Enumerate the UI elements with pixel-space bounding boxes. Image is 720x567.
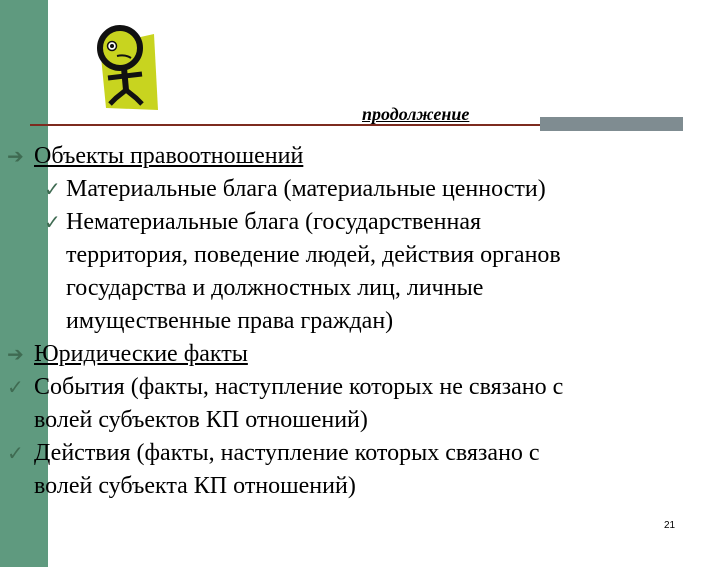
arrow-bullet-icon: ➔ bbox=[7, 144, 24, 168]
bullet-item bbox=[0, 206, 700, 338]
bullet-text-continuation: государства и должностных лиц, личные bbox=[66, 275, 484, 301]
bullet-item bbox=[0, 173, 700, 206]
bullet-item bbox=[0, 140, 700, 173]
arrow-bullet-icon: ➔ bbox=[7, 342, 24, 366]
checkmark-bullet-icon: ✓ bbox=[44, 210, 61, 234]
bullet-item bbox=[0, 338, 700, 371]
checkmark-bullet-icon: ✓ bbox=[44, 177, 61, 201]
checkmark-bullet-icon: ✓ bbox=[7, 375, 24, 399]
bullet-item bbox=[0, 371, 700, 437]
bullet-text-continuation: территория, поведение людей, действия органов bbox=[66, 242, 561, 268]
bullet-text-continuation: имущественные права граждан) bbox=[66, 308, 394, 334]
bullet-text: Объекты правоотношений bbox=[34, 143, 304, 169]
slide-subtitle: продолжение bbox=[362, 104, 470, 124]
bullet-text-continuation: волей субъектов КП отношений) bbox=[34, 407, 368, 433]
bullet-item bbox=[0, 437, 700, 503]
checkmark-bullet-icon: ✓ bbox=[7, 441, 24, 465]
header-rule-block bbox=[540, 117, 683, 131]
bullet-text: Юридические факты bbox=[34, 341, 248, 367]
page-number: 21 bbox=[664, 520, 676, 531]
bullet-text: Нематериальные блага (государственная bbox=[66, 209, 482, 235]
stick-figure-icon bbox=[92, 18, 162, 114]
bullet-text: Материальные блага (материальные ценности) bbox=[66, 176, 546, 202]
bullet-text: Действия (факты, наступление которых связано с bbox=[34, 440, 540, 466]
bullet-text-continuation: волей субъекта КП отношений) bbox=[34, 473, 356, 499]
slide-content bbox=[0, 140, 700, 503]
bullet-text: События (факты, наступление которых не связано с bbox=[34, 374, 564, 400]
